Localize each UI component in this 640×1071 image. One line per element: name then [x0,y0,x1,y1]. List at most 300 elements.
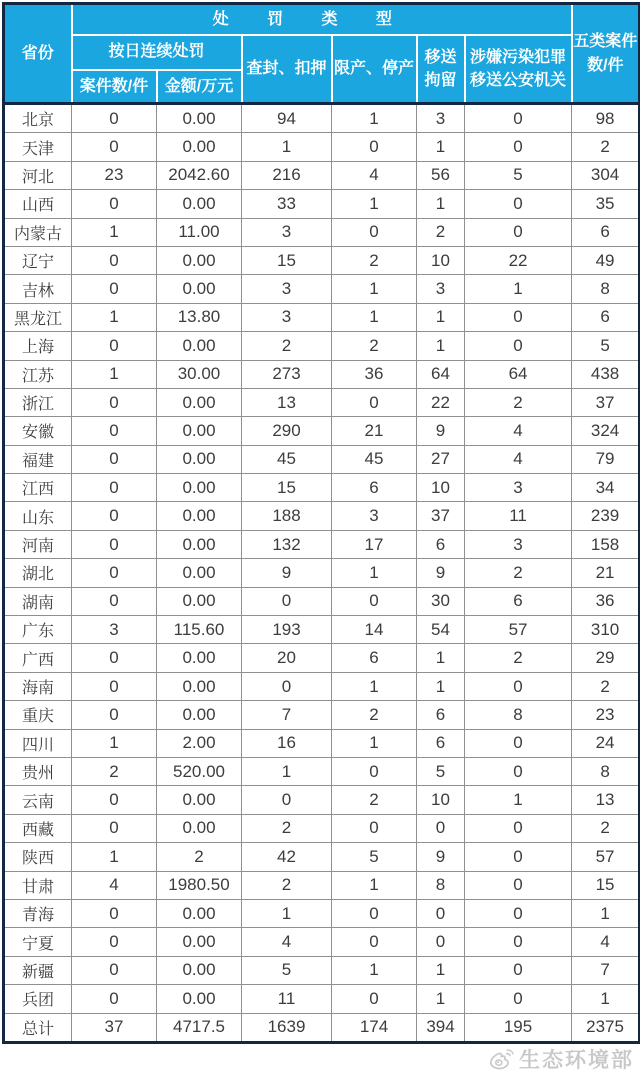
value-cell: 0 [72,388,157,416]
province-cell: 河南 [4,530,72,558]
value-cell: 64 [417,360,465,388]
value-cell: 0 [332,388,417,416]
value-cell: 5 [332,843,417,871]
value-cell: 9 [417,559,465,587]
value-cell: 0.00 [157,388,242,416]
value-cell: 158 [572,530,640,558]
value-cell: 0 [465,928,572,956]
value-cell: 21 [572,559,640,587]
value-cell: 37 [572,388,640,416]
value-cell: 2 [72,757,157,785]
province-cell: 新疆 [4,956,72,984]
value-cell: 0 [242,786,332,814]
table-row [4,190,640,218]
province-cell: 重庆 [4,701,72,729]
value-cell: 0 [465,814,572,842]
value-cell: 0 [72,190,157,218]
value-cell: 4 [572,928,640,956]
value-cell: 0 [72,928,157,956]
table-row [4,388,640,416]
value-cell: 0.00 [157,644,242,672]
value-cell: 37 [417,502,465,530]
value-cell: 1 [332,559,417,587]
value-cell: 304 [572,161,640,189]
value-cell: 6 [332,644,417,672]
watermark-text: 生态环境部 [519,1049,634,1071]
table-row [4,530,640,558]
province-cell: 西藏 [4,814,72,842]
value-cell: 54 [417,616,465,644]
value-cell: 4 [465,445,572,473]
value-cell: 0 [465,899,572,927]
value-cell: 36 [332,360,417,388]
value-cell: 5 [465,161,572,189]
value-cell: 0 [72,133,157,161]
value-cell: 0 [72,956,157,984]
value-cell: 188 [242,502,332,530]
value-cell: 1 [242,757,332,785]
column-header-detention: 移送拘留 [417,35,465,104]
table-row [4,161,640,189]
value-cell: 0 [332,587,417,615]
province-cell: 陕西 [4,843,72,871]
value-cell: 394 [417,1013,465,1042]
value-cell: 14 [332,616,417,644]
value-cell: 0 [417,928,465,956]
value-cell: 0.00 [157,899,242,927]
value-cell: 0.00 [157,928,242,956]
value-cell: 1 [417,956,465,984]
value-cell: 1 [417,672,465,700]
value-cell: 0.00 [157,559,242,587]
table-row [4,928,640,956]
table-row [4,814,640,842]
province-cell: 山东 [4,502,72,530]
table-row [4,303,640,331]
penalty-statistics-table [2,2,640,1044]
value-cell: 6 [417,701,465,729]
value-cell: 42 [242,843,332,871]
value-cell: 290 [242,417,332,445]
value-cell: 21 [332,417,417,445]
value-cell: 3 [417,104,465,133]
table-row [4,701,640,729]
value-cell: 0 [72,985,157,1013]
province-cell: 甘肃 [4,871,72,899]
value-cell: 37 [72,1013,157,1042]
value-cell: 1 [417,303,465,331]
value-cell: 0 [242,587,332,615]
value-cell: 0 [72,786,157,814]
value-cell: 0 [72,474,157,502]
value-cell: 6 [417,729,465,757]
value-cell: 8 [417,871,465,899]
value-cell: 2 [465,388,572,416]
value-cell: 0 [72,417,157,445]
value-cell: 2 [332,701,417,729]
column-header-production-limit: 限产、停产 [332,35,417,104]
value-cell: 0 [417,814,465,842]
value-cell: 23 [572,701,640,729]
value-cell: 33 [242,190,332,218]
value-cell: 56 [417,161,465,189]
value-cell: 0 [72,701,157,729]
value-cell: 15 [242,474,332,502]
province-cell: 四川 [4,729,72,757]
value-cell: 0 [72,814,157,842]
value-cell: 6 [332,474,417,502]
province-cell: 广西 [4,644,72,672]
province-cell: 青海 [4,899,72,927]
table-row [4,133,640,161]
province-cell: 云南 [4,786,72,814]
value-cell: 64 [465,360,572,388]
table-row [4,644,640,672]
watermark [489,1044,634,1071]
value-cell: 24 [572,729,640,757]
value-cell: 7 [572,956,640,984]
value-cell: 5 [417,757,465,785]
value-cell: 0 [465,985,572,1013]
value-cell: 2 [332,786,417,814]
value-cell: 8 [465,701,572,729]
value-cell: 0 [332,985,417,1013]
value-cell: 0 [332,133,417,161]
value-cell: 45 [242,445,332,473]
value-cell: 193 [242,616,332,644]
value-cell: 0 [465,956,572,984]
value-cell: 2 [572,814,640,842]
value-cell: 11 [242,985,332,1013]
value-cell: 0 [465,303,572,331]
value-cell: 520.00 [157,757,242,785]
value-cell: 0 [465,843,572,871]
value-cell: 132 [242,530,332,558]
province-cell: 海南 [4,672,72,700]
table-row [4,360,640,388]
value-cell: 0 [465,190,572,218]
province-cell: 江苏 [4,360,72,388]
table-row [4,899,640,927]
value-cell: 1 [332,104,417,133]
value-cell: 36 [572,587,640,615]
value-cell: 1980.50 [157,871,242,899]
value-cell: 2 [572,672,640,700]
value-cell: 2 [465,644,572,672]
value-cell: 22 [417,388,465,416]
value-cell: 0 [332,757,417,785]
value-cell: 0.00 [157,502,242,530]
province-cell: 总计 [4,1013,72,1042]
value-cell: 0 [72,332,157,360]
value-cell: 0 [72,530,157,558]
value-cell: 6 [572,303,640,331]
province-cell: 吉林 [4,275,72,303]
table-header [4,4,640,104]
province-cell: 黑龙江 [4,303,72,331]
value-cell: 1 [417,190,465,218]
value-cell: 0 [242,672,332,700]
value-cell: 0.00 [157,104,242,133]
value-cell: 0 [72,559,157,587]
province-cell: 江西 [4,474,72,502]
value-cell: 79 [572,445,640,473]
province-cell: 河北 [4,161,72,189]
table-row [4,587,640,615]
value-cell: 8 [572,275,640,303]
value-cell: 0.00 [157,786,242,814]
province-cell: 湖南 [4,587,72,615]
value-cell: 115.60 [157,616,242,644]
value-cell: 0.00 [157,190,242,218]
province-cell: 内蒙古 [4,218,72,246]
value-cell: 0.00 [157,587,242,615]
value-cell: 1 [72,729,157,757]
table-row [4,417,640,445]
column-header-criminal-transfer: 涉嫌污染犯罪移送公安机关 [465,35,572,104]
value-cell: 0 [465,332,572,360]
value-cell: 0 [465,729,572,757]
province-cell: 安徽 [4,417,72,445]
column-header-daily-amount: 金额/万元 [157,70,242,104]
column-header-five-types: 五类案件数/件 [572,4,640,104]
value-cell: 6 [465,587,572,615]
value-cell: 1 [417,133,465,161]
value-cell: 0 [72,672,157,700]
value-cell: 7 [242,701,332,729]
table-row [4,729,640,757]
value-cell: 310 [572,616,640,644]
value-cell: 2042.60 [157,161,242,189]
value-cell: 1 [572,899,640,927]
province-cell: 湖北 [4,559,72,587]
value-cell: 1 [417,332,465,360]
value-cell: 1 [72,218,157,246]
value-cell: 0.00 [157,275,242,303]
table-row [4,786,640,814]
value-cell: 3 [417,275,465,303]
value-cell: 49 [572,246,640,274]
value-cell: 94 [242,104,332,133]
table-row [4,843,640,871]
value-cell: 0 [72,899,157,927]
table-row [4,956,640,984]
province-cell: 宁夏 [4,928,72,956]
value-cell: 3 [242,303,332,331]
column-header-seizure: 查封、扣押 [242,35,332,104]
value-cell: 16 [242,729,332,757]
value-cell: 4 [465,417,572,445]
province-cell: 广东 [4,616,72,644]
value-cell: 174 [332,1013,417,1042]
value-cell: 0 [72,502,157,530]
value-cell: 2 [572,133,640,161]
value-cell: 0 [72,275,157,303]
value-cell: 9 [417,417,465,445]
value-cell: 11.00 [157,218,242,246]
value-cell: 1 [572,985,640,1013]
value-cell: 1 [72,360,157,388]
value-cell: 3 [242,218,332,246]
table-row [4,246,640,274]
value-cell: 1 [332,729,417,757]
value-cell: 23 [72,161,157,189]
value-cell: 438 [572,360,640,388]
value-cell: 1 [465,786,572,814]
value-cell: 0 [417,899,465,927]
value-cell: 3 [332,502,417,530]
value-cell: 0.00 [157,445,242,473]
value-cell: 1 [417,644,465,672]
value-cell: 239 [572,502,640,530]
value-cell: 17 [332,530,417,558]
table-row [4,616,640,644]
value-cell: 0.00 [157,474,242,502]
value-cell: 0.00 [157,814,242,842]
column-header-daily-cases: 案件数/件 [72,70,157,104]
province-cell: 辽宁 [4,246,72,274]
value-cell: 30.00 [157,360,242,388]
value-cell: 0.00 [157,956,242,984]
province-cell: 山西 [4,190,72,218]
value-cell: 13 [242,388,332,416]
column-header-province: 省份 [4,4,72,104]
value-cell: 216 [242,161,332,189]
value-cell: 0 [332,928,417,956]
province-cell: 上海 [4,332,72,360]
value-cell: 1 [72,303,157,331]
value-cell: 0.00 [157,417,242,445]
value-cell: 2 [242,814,332,842]
table-row [4,275,640,303]
value-cell: 0 [465,757,572,785]
value-cell: 2 [242,871,332,899]
value-cell: 6 [572,218,640,246]
value-cell: 0 [465,104,572,133]
value-cell: 0.00 [157,985,242,1013]
table-row [4,1013,640,1042]
value-cell: 34 [572,474,640,502]
value-cell: 2 [157,843,242,871]
value-cell: 0 [332,899,417,927]
value-cell: 0.00 [157,701,242,729]
table-row [4,871,640,899]
value-cell: 5 [242,956,332,984]
value-cell: 4 [242,928,332,956]
value-cell: 5 [572,332,640,360]
value-cell: 3 [465,530,572,558]
value-cell: 15 [572,871,640,899]
value-cell: 2.00 [157,729,242,757]
province-cell: 贵州 [4,757,72,785]
value-cell: 0.00 [157,246,242,274]
table-row [4,218,640,246]
province-cell: 兵团 [4,985,72,1013]
value-cell: 22 [465,246,572,274]
column-header-daily-penalty: 按日连续处罚 [72,35,242,70]
value-cell: 45 [332,445,417,473]
value-cell: 98 [572,104,640,133]
value-cell: 0.00 [157,530,242,558]
value-cell: 324 [572,417,640,445]
value-cell: 35 [572,190,640,218]
value-cell: 0 [72,587,157,615]
value-cell: 1639 [242,1013,332,1042]
province-cell: 浙江 [4,388,72,416]
value-cell: 1 [332,275,417,303]
value-cell: 0 [465,871,572,899]
value-cell: 0 [465,133,572,161]
value-cell: 4717.5 [157,1013,242,1042]
weibo-icon [489,1049,514,1070]
table-row [4,559,640,587]
value-cell: 1 [332,190,417,218]
value-cell: 1 [72,843,157,871]
value-cell: 1 [332,956,417,984]
value-cell: 1 [465,275,572,303]
province-cell: 福建 [4,445,72,473]
value-cell: 57 [572,843,640,871]
value-cell: 3 [465,474,572,502]
value-cell: 8 [572,757,640,785]
value-cell: 0 [465,672,572,700]
value-cell: 0 [72,644,157,672]
value-cell: 273 [242,360,332,388]
value-cell: 57 [465,616,572,644]
value-cell: 10 [417,474,465,502]
value-cell: 4 [332,161,417,189]
value-cell: 3 [242,275,332,303]
value-cell: 2375 [572,1013,640,1042]
value-cell: 0 [332,218,417,246]
value-cell: 27 [417,445,465,473]
value-cell: 0 [72,246,157,274]
value-cell: 0 [72,445,157,473]
value-cell: 13.80 [157,303,242,331]
table-row [4,985,640,1013]
value-cell: 10 [417,786,465,814]
value-cell: 0 [332,814,417,842]
value-cell: 20 [242,644,332,672]
value-cell: 3 [72,616,157,644]
value-cell: 2 [242,332,332,360]
value-cell: 0.00 [157,332,242,360]
value-cell: 9 [242,559,332,587]
table-row [4,502,640,530]
table-row [4,445,640,473]
value-cell: 1 [332,871,417,899]
value-cell: 2 [332,332,417,360]
value-cell: 6 [417,530,465,558]
table-row [4,757,640,785]
value-cell: 1 [332,672,417,700]
table-row [4,332,640,360]
value-cell: 1 [242,899,332,927]
value-cell: 0.00 [157,133,242,161]
value-cell: 29 [572,644,640,672]
value-cell: 4 [72,871,157,899]
value-cell: 0.00 [157,672,242,700]
value-cell: 10 [417,246,465,274]
value-cell: 30 [417,587,465,615]
value-cell: 15 [242,246,332,274]
column-header-penalty-type: 处罚类型 [72,4,572,35]
value-cell: 9 [417,843,465,871]
value-cell: 0 [72,104,157,133]
table-row [4,672,640,700]
table-body [4,104,640,1043]
province-cell: 北京 [4,104,72,133]
